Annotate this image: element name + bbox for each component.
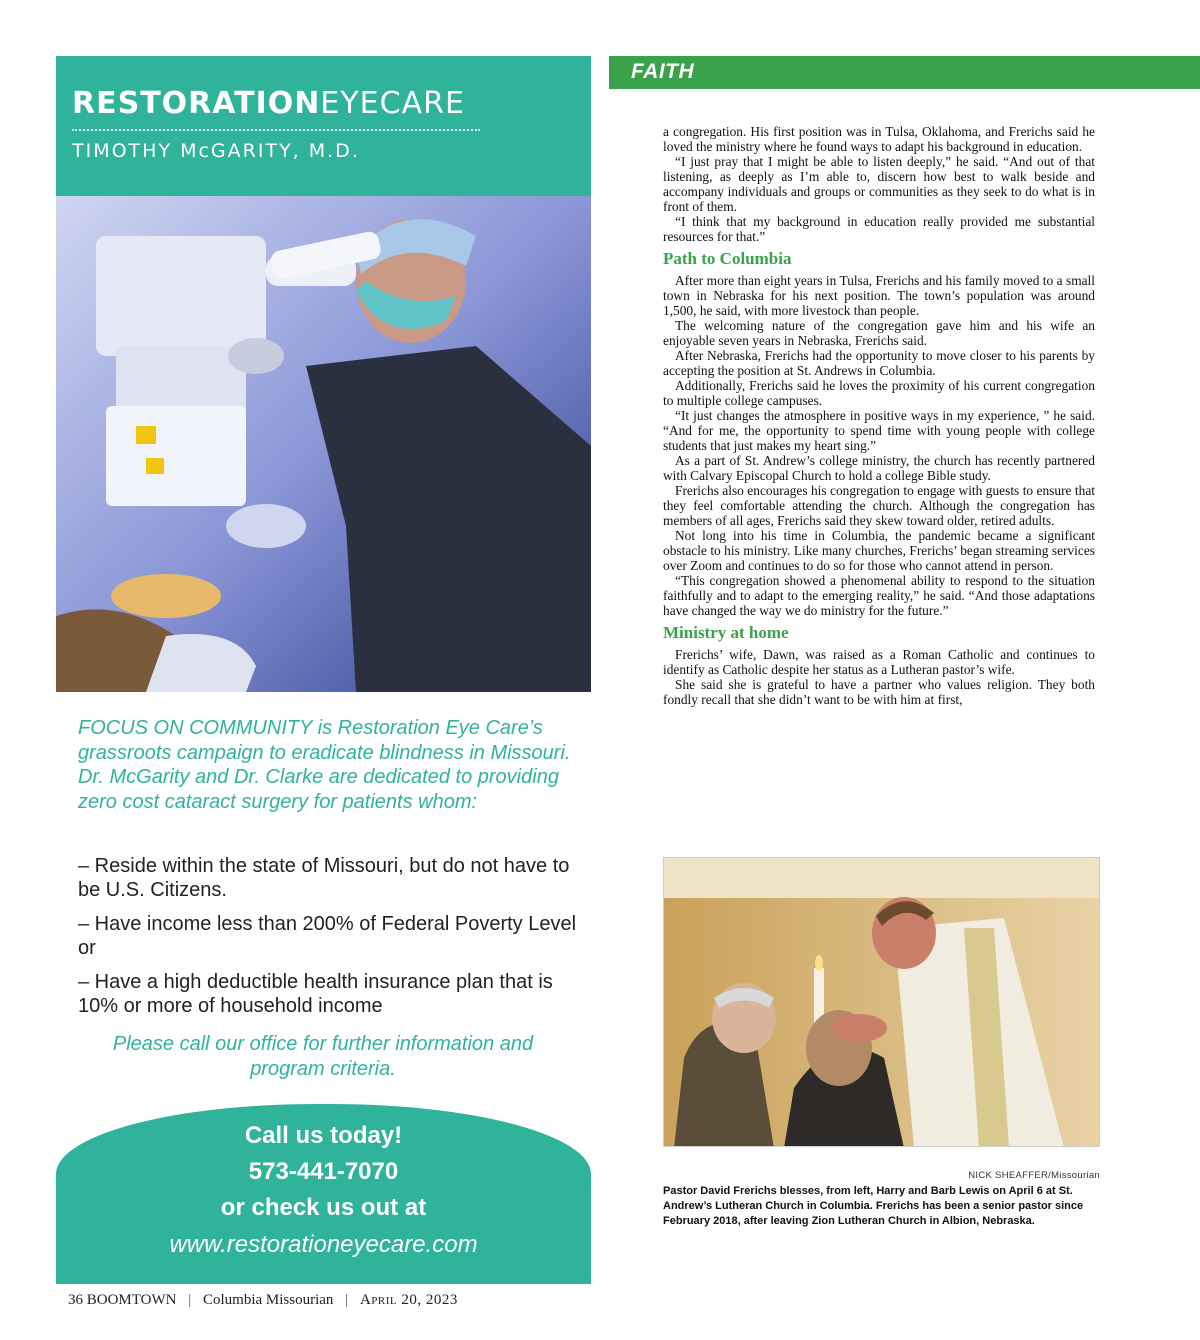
newspaper-name: Columbia Missourian <box>203 1292 334 1308</box>
article-paragraph: a congregation. His first position was in Tulsa, Oklahoma, and Frerichs said he loved the ministry where he found ways to adapt his background in education. <box>663 124 1095 154</box>
eligibility-item: – Have a high deductible health insurance plan that is 10% or more of household income <box>78 971 553 1017</box>
folio-separator: | <box>345 1292 349 1308</box>
article-paragraph: She said she is grateful to have a partner who values religion. They both fondly recall that she didn’t want to be with him at first, <box>663 677 1095 707</box>
folio-separator: | <box>188 1292 192 1308</box>
article-paragraph: Frerichs’ wife, Dawn, was raised as a Roman Catholic and continues to identify as Catholic despite her status as a Lutheran pastor’s wife. <box>663 647 1095 677</box>
subhead-ministry-at-home: Ministry at home <box>663 623 789 642</box>
page-number: 36 <box>68 1292 83 1308</box>
website-url: www.restorationeyecare.com <box>169 1231 478 1258</box>
publication-name: BOOMTOWN <box>86 1292 177 1308</box>
article-paragraph: After Nebraska, Frerichs had the opportunity to move closer to his parents by accepting the position at St. Andrews in Columbia. <box>663 348 1095 378</box>
article-paragraph: “I think that my background in education really provided me substantial resources for that.” <box>663 214 1095 244</box>
article-paragraph: After more than eight years in Tulsa, Frerichs and his family moved to a small town in Nebraska for his next position. The town’s population was around 1,500, he said, with more livestock than people. <box>663 273 1095 318</box>
article-paragraph: “It just changes the atmosphere in positive ways in my experience, ” he said. “And for me, the opportunity to spend time with young people with college students that just makes my heart sing.” <box>663 408 1095 453</box>
church-blessing-photo <box>663 857 1100 1147</box>
brand-name-bold: RESTORATION <box>72 86 321 121</box>
ad-header <box>56 56 591 196</box>
phone-number: 573-441-7070 <box>248 1158 399 1185</box>
issue-date: April 20, 2023 <box>359 1292 458 1308</box>
brand-divider <box>72 129 480 131</box>
brand-name-light: EYECARE <box>320 86 465 121</box>
ad-intro-text: FOCUS ON COMMUNITY is Restoration Eye Care’s grassroots campaign to eradicate blindness in Missouri. Dr. McGarity and Dr. Clarke are dedicated to providing zero cost cataract surgery for patients whom: <box>78 717 571 813</box>
surgeon-photo <box>56 196 591 692</box>
section-title: FAITH <box>631 60 695 83</box>
article-body <box>663 124 1095 707</box>
check-us-text: or check us out at <box>220 1194 427 1221</box>
eligibility-list <box>78 854 578 1028</box>
article-paragraph: Not long into his time in Columbia, the pandemic became a significant obstacle to his ministry. Like many churches, Frerichs’ began streaming services over Zoom and continues to do so for those who cannot attend in person. <box>663 528 1095 573</box>
eligibility-item: – Have income less than 200% of Federal Poverty Level or <box>78 913 577 959</box>
photo-caption: Pastor David Frerichs blesses, from left, Harry and Barb Lewis on April 6 at St. Andrew’s Lutheran Church in Columbia. Frerichs has been a senior pastor since February 2018, after leaving Zion Lutheran Church in Albion, Nebraska. <box>663 1185 1084 1227</box>
article-paragraph: “This congregation showed a phenomenal ability to respond to the situation faithfully and to adapt to the emerging reality,” he said. “And those adaptations have changed the way we do ministry for the future.” <box>663 573 1095 618</box>
brand-logo <box>72 86 465 121</box>
eyecare-advertisement <box>56 56 591 1284</box>
subhead-path-to-columbia: Path to Columbia <box>663 249 792 268</box>
article-paragraph: Additionally, Frerichs said he loves the proximity of his current congregation to multiple college campuses. <box>663 378 1095 408</box>
photo-credit: NICK SHEAFFER/Missourian <box>968 1170 1100 1181</box>
article-paragraph: The welcoming nature of the congregation gave him and his wife an enjoyable seven years in Nebraska, Frerichs said. <box>663 318 1095 348</box>
call-us-text: Call us today! <box>244 1122 403 1149</box>
section-header-bar <box>609 56 1200 89</box>
eligibility-item: – Reside within the state of Missouri, but do not have to be U.S. Citizens. <box>78 855 570 901</box>
ad-contact-footer <box>56 1104 591 1284</box>
page-folio <box>68 1292 458 1309</box>
ad-call-to-action: Please call our office for further information and program criteria. <box>112 1033 534 1080</box>
doctor-name: TIMOTHY McGARITY, M.D. <box>72 140 360 162</box>
article-paragraph: “I just pray that I might be able to listen deeply,” he said. “And out of that listening, as deeply as I’m able to, discern how best to walk beside and accompany individuals and groups or communities as they seek to do what is in front of them. <box>663 154 1095 214</box>
article-paragraph: As a part of St. Andrew’s college ministry, the church has recently partnered with Calvary Episcopal Church to hold a college Bible study. <box>663 453 1095 483</box>
article-paragraph: Frerichs also encourages his congregation to engage with guests to ensure that they feel comfortable attending the church. Although the congregation has members of all ages, Frerichs said they skew toward older, retired adults. <box>663 483 1095 528</box>
